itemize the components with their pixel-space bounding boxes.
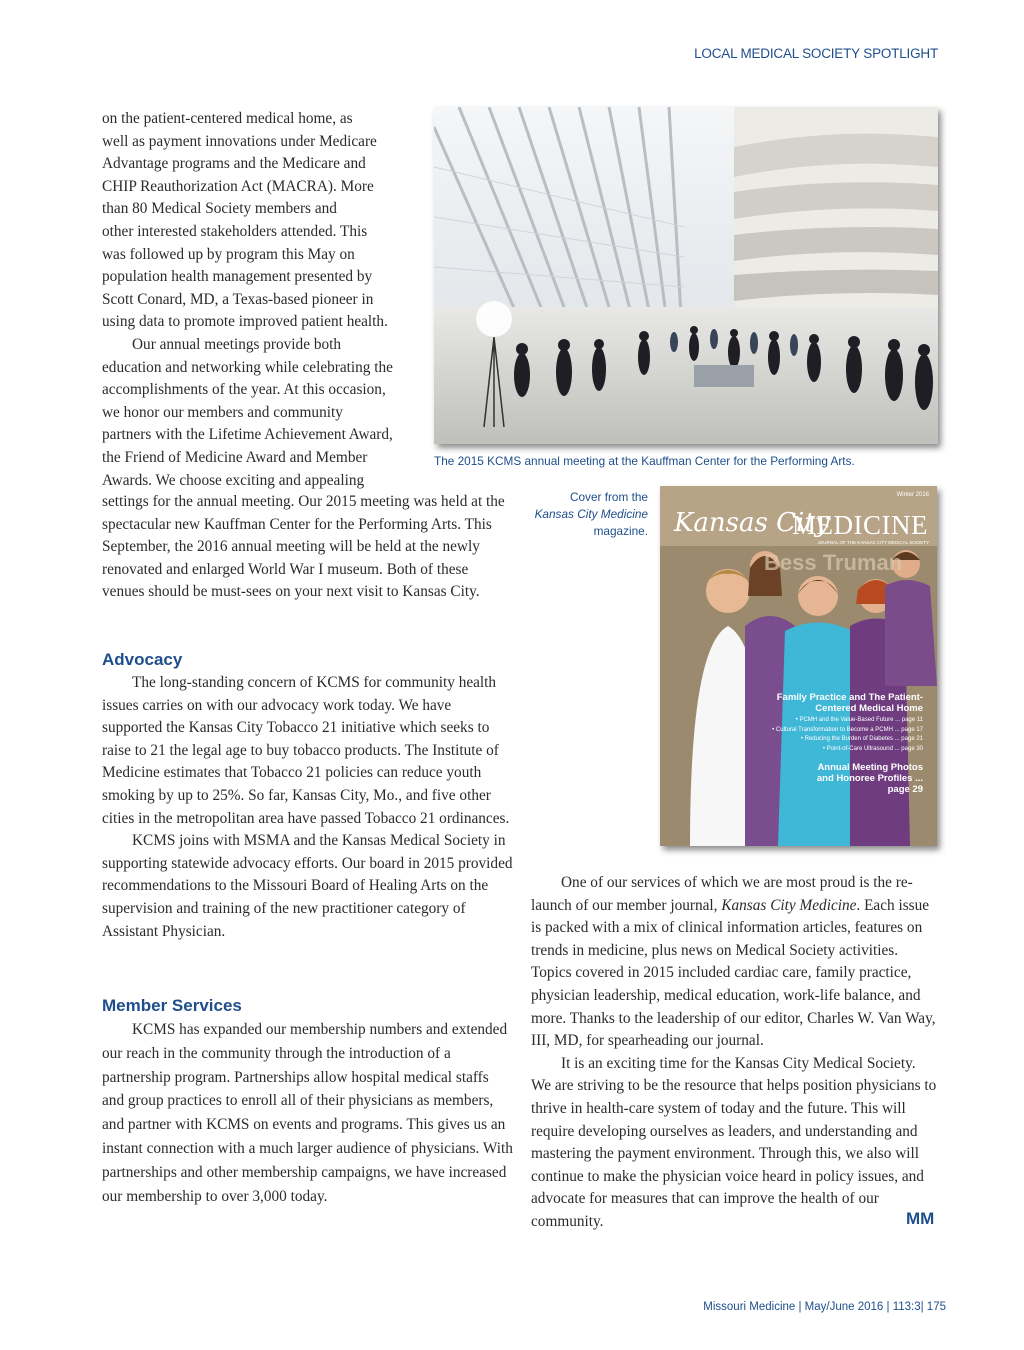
meetings-line: Awards. We choose exciting and appealing xyxy=(102,471,365,489)
cover-issue: Winter 2016 xyxy=(896,492,929,498)
meetings-line: we honor our members and community xyxy=(102,403,343,421)
intro-line: than 80 Medical Society members and xyxy=(102,200,337,218)
intro-line: well as payment innovations under Medicare xyxy=(102,132,377,150)
cover-caption xyxy=(500,489,648,540)
meetings-paragraph: settings for the annual meeting. Our 2015 meeting was held at the spectacular new Kauffman Center for the Performing Arts. This September, the 2016 annual meeting will be held at the newly renovated and enlarged World War I museum. Both of these venues should be must-sees on your next visit to Kansas City. xyxy=(102,493,505,601)
meetings-line: education and networking while celebrating the xyxy=(102,358,393,376)
cover-bullet: • PCMH and the Value-Based Future ... page 11 xyxy=(795,717,923,723)
meetings-continued xyxy=(102,491,514,604)
journal-paragraph xyxy=(531,872,939,1053)
intro-line: Advantage programs and the Medicare and xyxy=(102,155,366,173)
meetings-line: Our annual meetings provide both xyxy=(132,335,342,353)
intro-column xyxy=(102,108,432,492)
journal-title: Kansas City Medicine xyxy=(721,896,857,914)
cover-title-caps: MEDICINE xyxy=(792,510,928,540)
member-services-heading: Member Services xyxy=(102,996,242,1015)
cover-caption-line: magazine. xyxy=(593,524,648,538)
journal-text: One of our services of which we are most proud is the re-launch of our member journal, xyxy=(531,874,913,914)
cover-headline: Family Practice and The Patient-Centered Medical Home xyxy=(776,692,923,714)
meetings-line: the Friend of Medicine Award and Member xyxy=(102,448,368,466)
cover-wall-text: Bess Truman xyxy=(764,550,903,575)
intro-line: using data to promote improved patient health. xyxy=(102,313,388,331)
cover-bullet: • Cultural Transformation to Become a PCMH ... page 17 xyxy=(772,726,923,733)
kauffman-center-photo xyxy=(434,107,938,444)
member-services-paragraph: KCMS has expanded our membership numbers and extended our reach in the community through the introduction of a partnership program. Partnerships allow hospital medical staffs and group practices to enroll all of their physicians as members, and partner with KCMS on events and programs. This gives us an instant connection with a much larger audience of physicians. With partnerships and other membership campaigns, we have increased our membership to over 3,000 today. xyxy=(102,1021,513,1205)
cover-caption-title: Kansas City Medicine xyxy=(534,507,648,521)
section-header: LOCAL MEDICAL SOCIETY SPOTLIGHT xyxy=(694,46,938,61)
magazine-cover xyxy=(660,486,937,846)
intro-line: population health management presented by xyxy=(102,268,373,286)
intro-line: on the patient-centered medical home, as xyxy=(102,110,353,127)
advocacy-paragraph: KCMS joins with MSMA and the Kansas Medical Society in supporting statewide advocacy efforts. Our board in 2015 provided recommendations to the Missouri Board of Healing Arts on the supervision and training of the new practitioner category of Assistant Physician. xyxy=(102,832,513,940)
meetings-line: accomplishments of the year. At this occasion, xyxy=(102,381,386,399)
cover-title-script: Kansas City xyxy=(674,508,830,538)
cover-caption-line: Cover from the xyxy=(569,490,648,504)
cover-headline: Annual Meeting Photos and Honoree Profiles ... page 29 xyxy=(816,762,923,795)
journal-text: . Each issue is packed with a mix of clinical information articles, features on trends in medicine, plus news on Medical Society activities. Topics covered in 2015 included cardiac care, family practice, physician leadership, medical education, work-life balance, and more. Thanks to the leadership of our editor, Charles W. Van Way, III, MD, for spearheading our journal. xyxy=(531,896,936,1050)
intro-line: other interested stakeholders attended. This xyxy=(102,222,368,240)
advocacy-heading: Advocacy xyxy=(102,650,183,669)
meetings-line: partners with the Lifetime Achievement Award, xyxy=(102,426,393,444)
cover-bullet: • Reducing the Burden of Diabetes ... page 21 xyxy=(800,736,923,742)
end-mark: MM xyxy=(906,1209,935,1228)
photo-caption: The 2015 KCMS annual meeting at the Kauffman Center for the Performing Arts. xyxy=(434,454,855,468)
journal-column xyxy=(531,872,939,1234)
advocacy-section xyxy=(102,650,514,943)
advocacy-paragraph: The long-standing concern of KCMS for community health issues carries on with our advocacy work today. We have supported the Kansas City Tobacco 21 initiative which seeks to raise to 21 the legal age to buy tobacco products. The Institute of Medicine estimates that Tobacco 21 policies can reduce youth smoking by up to 25%. So far, Kansas City, Mo., and five other cities in the metropolitan area have passed Tobacco 21 ordinances. xyxy=(102,674,510,827)
cover-bullet: • Point-of-Care Ultrasound ... page 30 xyxy=(822,745,923,752)
intro-line: was followed up by program this May on xyxy=(102,245,355,263)
cover-bullets xyxy=(743,716,923,754)
closing-paragraph: It is an exciting time for the Kansas City Medical Society. We are striving to be the resource that helps position physicians to thrive in health-care system of today and the future. This will require developing ourselves as leaders, and understanding and mastering the payment environment. Through this, we also will continue to make the physician voice heard in policy issues, and advocate for measures that can improve the health of our community. xyxy=(531,1054,937,1230)
intro-line: Scott Conard, MD, a Texas-based pioneer in xyxy=(102,290,374,308)
page-footer: Missouri Medicine | May/June 2016 | 113:3| 175 xyxy=(703,1301,946,1313)
cover-tagline: JOURNAL OF THE KANSAS CITY MEDICAL SOCIETY xyxy=(817,540,929,545)
member-services-section xyxy=(102,996,514,1208)
intro-line: CHIP Reauthorization Act (MACRA). More xyxy=(102,177,374,195)
